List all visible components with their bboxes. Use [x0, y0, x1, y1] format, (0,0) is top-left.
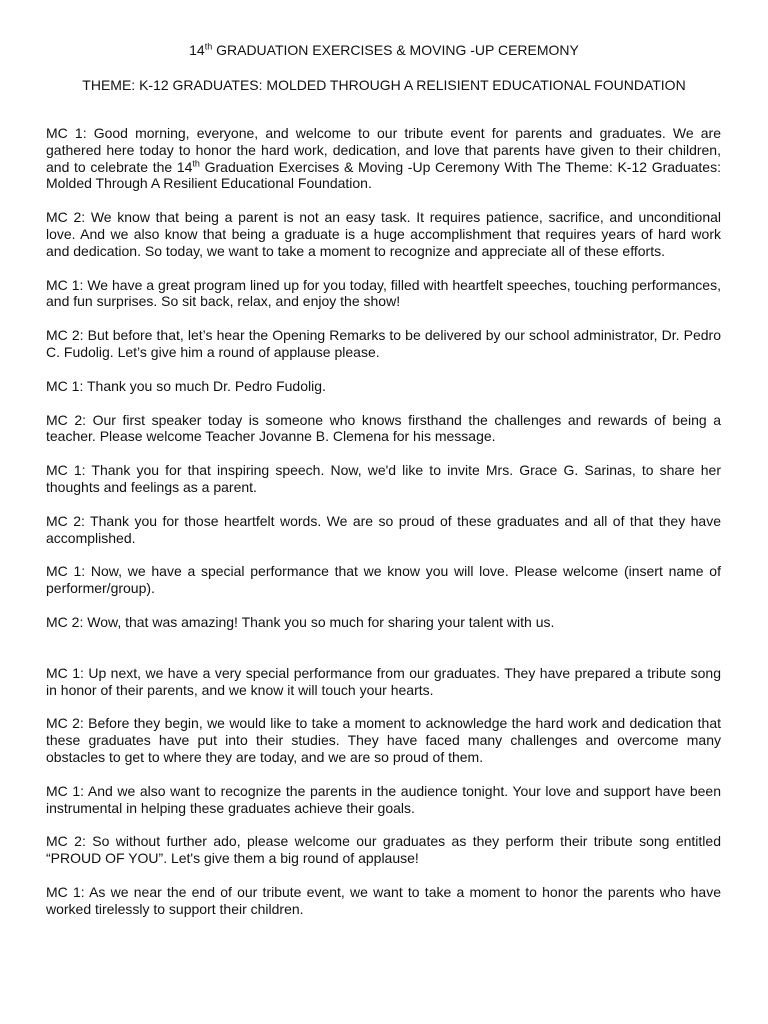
- paragraph: MC 2: So without further ado, please welcome our graduates as they perform their tribute song entitled “PROUD OF YOU”. Let's give them a big round of applause!: [46, 833, 721, 867]
- paragraph: MC 1: Up next, we have a very special performance from our graduates. They have prepared a tribute song in honor of their parents, and we know it will touch your hearts.: [46, 664, 721, 698]
- script-body: [46, 125, 721, 935]
- paragraph: MC 2: Our first speaker today is someone who knows firsthand the challenges and rewards of being a teacher. Please welcome Teacher Jovanne B. Clemena for his message.: [46, 411, 721, 445]
- paragraph-text-continued: Graduation Exercises & Moving -Up Ceremony With The Theme: K-12 Graduates: Molded Through A Resilient Educational Foundation.: [46, 158, 721, 192]
- paragraph-superscript: th: [192, 157, 200, 168]
- paragraph: MC 1: Thank you for that inspiring speech. Now, we'd like to invite Mrs. Grace G. Sarinas, to share her thoughts and feelings as a parent.: [46, 462, 721, 495]
- document-title-pre: 14: [189, 42, 205, 58]
- paragraph: [46, 125, 721, 192]
- paragraph: MC 1: And we also want to recognize the parents in the audience tonight. Your love and support have been instrumental in helping these graduates achieve their goals.: [46, 782, 721, 816]
- paragraph: MC 2: But before that, let’s hear the Opening Remarks to be delivered by our school administrator, Dr. Pedro C. Fudolig. Let’s give him a round of applause please.: [46, 327, 721, 360]
- paragraph: MC 2: Wow, that was amazing! Thank you so much for sharing your talent with us.: [46, 613, 555, 630]
- document-theme: THEME: K-12 GRADUATES: MOLDED THROUGH A RELISIENT EDUCATIONAL FOUNDATION: [82, 77, 686, 93]
- paragraph: MC 1: Thank you so much Dr. Pedro Fudolig.: [46, 377, 326, 394]
- blank-line: [46, 648, 721, 665]
- paragraph: MC 1: We have a great program lined up for you today, filled with heartfelt speeches, touching performances, and fun surprises. So sit back, relax, and enjoy the show!: [46, 276, 721, 310]
- paragraph: MC 2: Thank you for those heartfelt words. We are so proud of these graduates and all of that they have accomplished.: [46, 512, 721, 546]
- paragraph: MC 2: We know that being a parent is not an easy task. It requires patience, sacrifice, and unconditional love. And we also know that being a graduate is a huge accomplishment that requires years of hard work and dedication. So today, we want to take a moment to recognize and appreciate all of these efforts.: [46, 209, 721, 259]
- document-title: [0, 42, 768, 58]
- document-title-superscript: th: [204, 41, 213, 52]
- paragraph: MC 1: As we near the end of our tribute event, we want to take a moment to honor the parents who have worked tirelessly to support their children.: [46, 883, 721, 917]
- document-title-post: GRADUATION EXERCISES & MOVING -UP CEREMONY: [212, 42, 579, 58]
- paragraph: MC 2: Before they begin, we would like to take a moment to acknowledge the hard work and dedication that these graduates have put into their studies. They have faced many challenges and overcome many obstacles to get to where they are today, and we are so proud of them.: [46, 715, 721, 765]
- paragraph-text: MC 1: Good morning, everyone, and welcome to our tribute event for parents and graduates. We are gathered here today to honor the hard work, dedication, and love that parents have given to their children, and to celebrate the 14: [46, 125, 721, 175]
- paragraph: MC 1: Now, we have a special performance that we know you will love. Please welcome (insert name of performer/group).: [46, 563, 721, 597]
